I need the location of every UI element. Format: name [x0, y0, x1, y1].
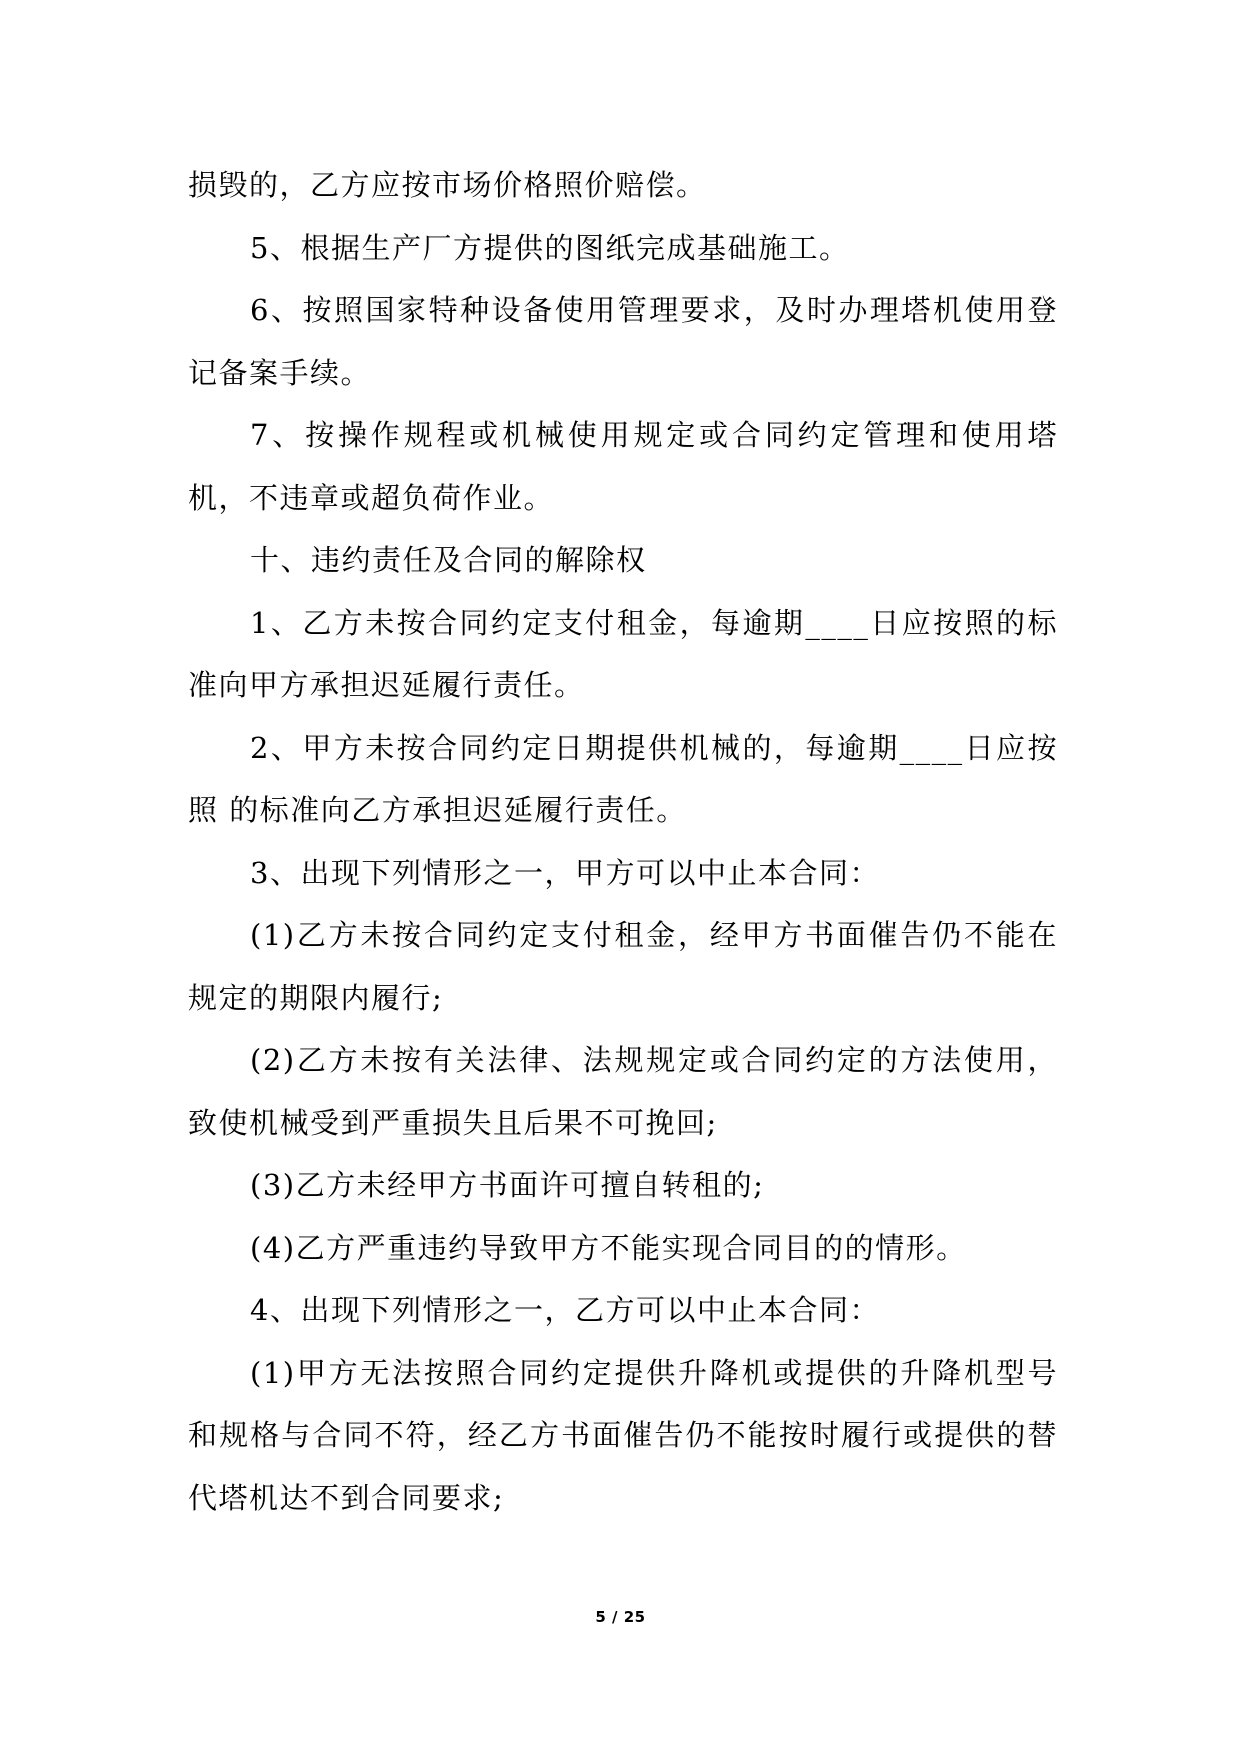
paragraph-11: (3)乙方未经甲方书面许可擅自转租的; — [250, 1168, 765, 1202]
paragraph-7: 2、甲方未按合同约定日期提供机械的，每逾期____日应按照 的标准向乙方承担迟延履行责任。 — [188, 730, 1058, 827]
paragraph-4: 7、按操作规程或机械使用规定或合同约定管理和使用塔机，不违章或超负荷作业。 — [188, 418, 1058, 515]
paragraph-13: 4、出现下列情形之一，乙方可以中止本合同： — [250, 1293, 880, 1327]
paragraph-1: 损毁的，乙方应按市场价格照价赔偿。 — [188, 168, 707, 202]
paragraph-10: (2)乙方未按有关法律、法规规定或合同约定的方法使用，致使机械受到严重损失且后果不可挽回; — [188, 1043, 1058, 1140]
paragraph-3: 6、按照国家特种设备使用管理要求，及时办理塔机使用登记备案手续。 — [188, 293, 1058, 390]
paragraph-9: (1)乙方未按合同约定支付租金，经甲方书面催告仍不能在规定的期限内履行; — [188, 918, 1058, 1015]
paragraph-12: (4)乙方严重违约导致甲方不能实现合同目的的情形。 — [250, 1230, 967, 1265]
page-number: 5 / 25 — [595, 1608, 646, 1626]
paragraph-2: 5、根据生产厂方提供的图纸完成基础施工。 — [250, 230, 850, 265]
paragraph-8: 3、出现下列情形之一，甲方可以中止本合同： — [250, 855, 880, 890]
section-heading: 十、违约责任及合同的解除权 — [250, 543, 647, 577]
document-body — [188, 154, 1058, 1529]
paragraph-6: 1、乙方未按合同约定支付租金，每逾期____日应按照的标准向甲方承担迟延履行责任。 — [188, 605, 1058, 702]
paragraph-14: (1)甲方无法按照合同约定提供升降机或提供的升降机型号和规格与合同不符，经乙方书面催告仍不能按时履行或提供的替代塔机达不到合同要求; — [188, 1355, 1058, 1515]
